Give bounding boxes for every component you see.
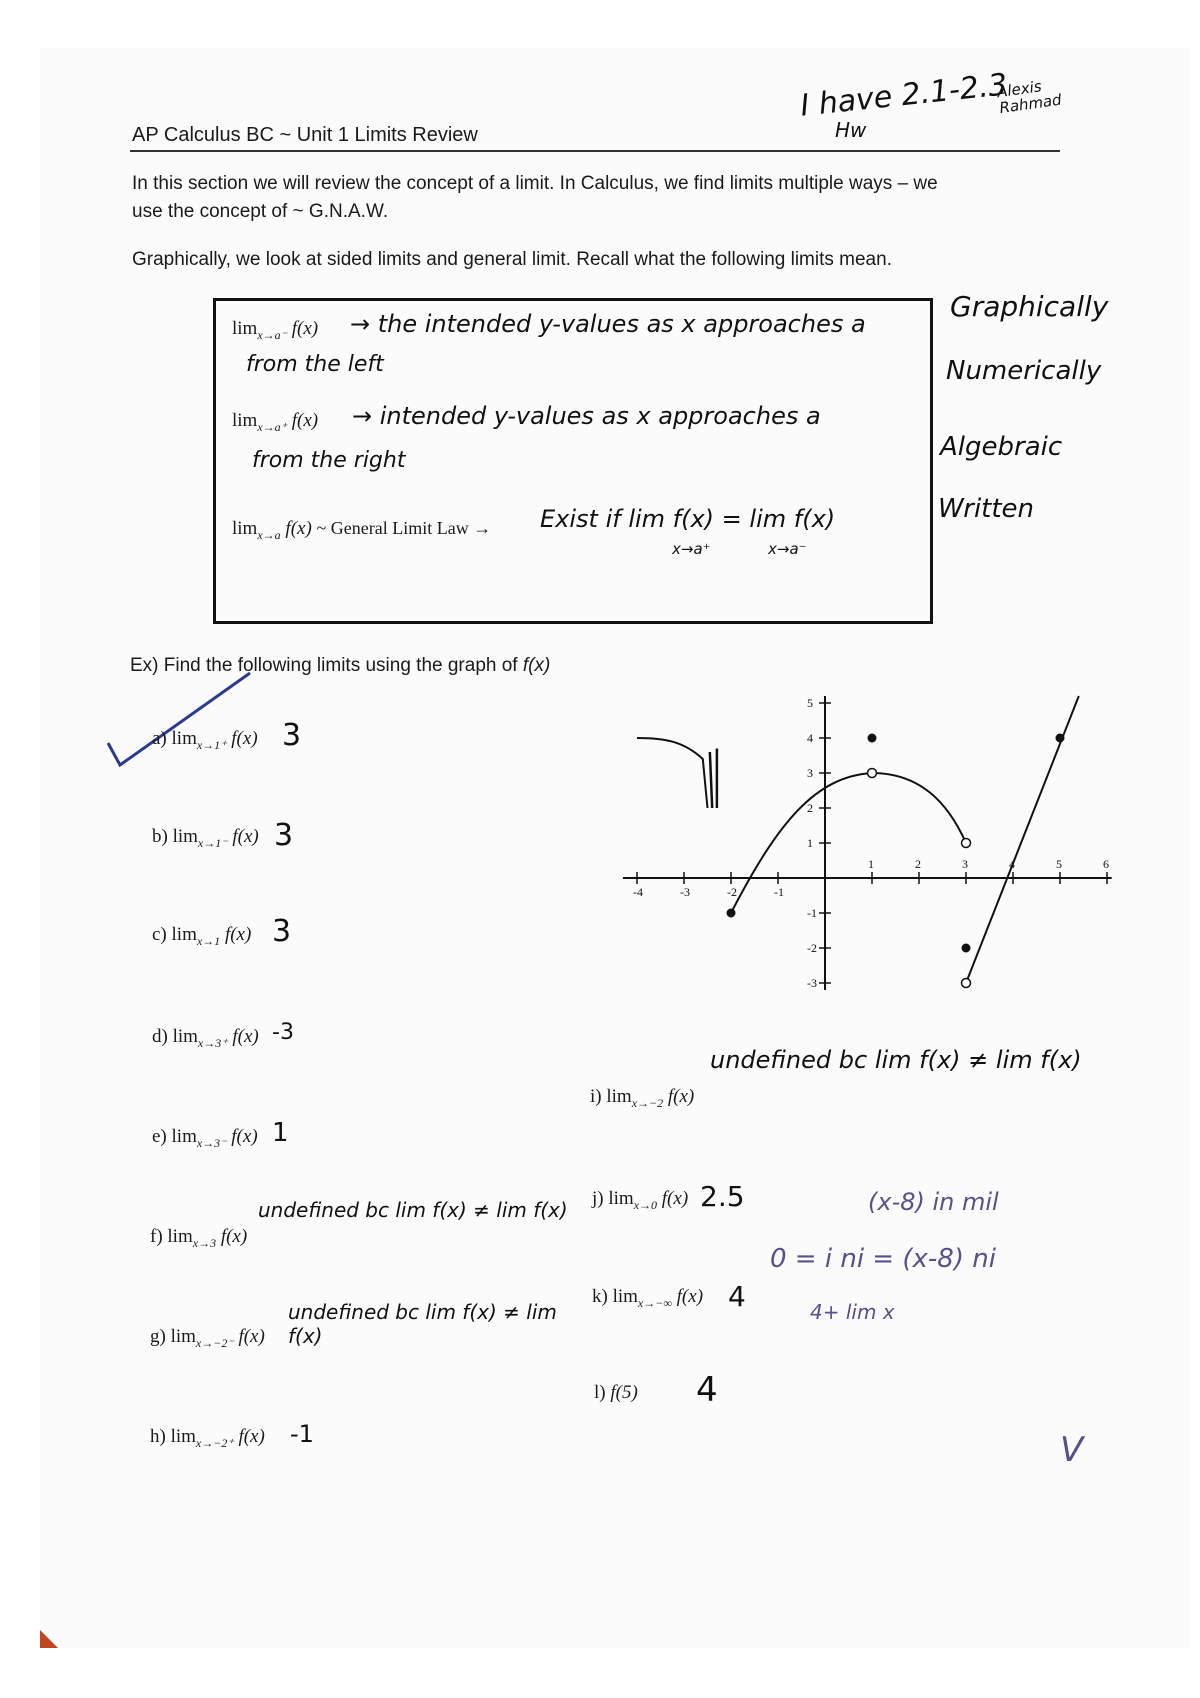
answer-b: 3 [274, 818, 294, 853]
example-prompt: Ex) Find the following limits using the graph of f(x) [130, 655, 551, 676]
title-rule [130, 150, 1060, 152]
curve-parabola [731, 773, 966, 913]
answer-k: 4 [728, 1280, 746, 1313]
answer-i: undefined bc lim f(x) ≠ lim f(x) [710, 1046, 1082, 1074]
y-tick-label: -1 [807, 906, 817, 920]
x-tick-label: -4 [633, 885, 643, 899]
page-corner-mark [40, 1630, 58, 1648]
answer-f: undefined bc lim f(x) ≠ lim f(x) [258, 1198, 568, 1222]
general-limit-sub-a: x→a⁺ [672, 540, 711, 558]
y-tick-label: 4 [807, 731, 813, 745]
answer-g: undefined bc lim f(x) ≠ lim f(x) [288, 1300, 557, 1348]
handwritten-note-have: I have 2.1-2.3 [798, 67, 1010, 124]
problem-j: j) $\lim_{x\to 0} f(x)$ [592, 1188, 689, 1212]
problem-l: l) f(5) [594, 1382, 638, 1403]
x-tick-label: -2 [727, 885, 737, 899]
gnaw-numerically: Numerically [946, 356, 1102, 386]
y-tick-label: -3 [807, 976, 817, 990]
closed-point [1056, 734, 1065, 743]
x-tick-label: -3 [680, 885, 690, 899]
worksheet-title: AP Calculus BC ~ Unit 1 Limits Review [132, 124, 478, 146]
x-tick-label: 4 [1009, 857, 1015, 871]
gnaw-algebraic: Algebraic [940, 432, 1063, 462]
x-tick-label: 5 [1056, 857, 1062, 871]
left-limit-answer-2: from the left [246, 352, 384, 377]
general-limit-answer: Exist if lim f(x) = lim f(x) [540, 505, 836, 533]
problem-g: g) $\lim_{x\to-2^-} f(x)$ [150, 1326, 265, 1350]
problem-e: e) $\lim_{x\to 3^-} f(x)$ [152, 1126, 258, 1150]
y-tick-label: -2 [807, 941, 817, 955]
answer-a: 3 [282, 718, 302, 753]
problem-a: a) $\lim_{x\to 1^+} f(x)$ [152, 728, 258, 752]
problem-c: c) $\lim_{x\to 1} f(x)$ [152, 924, 252, 948]
general-limit-sub-b: x→a⁻ [768, 540, 807, 558]
intro-line-2: use the concept of ~ G.N.A.W. [132, 201, 389, 222]
problem-k: k) $\lim_{x\to-\infty} f(x)$ [592, 1286, 704, 1310]
check-mark-icon [100, 665, 260, 775]
x-tick-label: 3 [962, 857, 968, 871]
problem-b: b) $\lim_{x\to 1^-} f(x)$ [152, 826, 259, 850]
scratch-work-4: V [1060, 1430, 1084, 1470]
answer-l: 4 [696, 1370, 718, 1410]
curve-left-asymptote [637, 738, 708, 808]
problem-f: f) $\lim_{x\to 3} f(x)$ [150, 1226, 248, 1250]
right-limit-answer-2: from the right [252, 448, 406, 473]
closed-point [962, 944, 971, 953]
y-tick-label: 3 [807, 766, 813, 780]
scratch-work-1: (x-8) in mil [868, 1188, 999, 1216]
answer-j: 2.5 [700, 1180, 745, 1213]
gnaw-graphically: Graphically [950, 290, 1109, 323]
answer-c: 3 [272, 914, 292, 949]
gnaw-written: Written [938, 494, 1035, 524]
x-tick-label: 2 [915, 857, 921, 871]
scratch-work-3: 4+ lim x [810, 1300, 895, 1324]
closed-point [868, 734, 877, 743]
open-point [962, 979, 971, 988]
curve-asymptote-marks [710, 749, 717, 809]
x-tick-label: -1 [774, 885, 784, 899]
x-tick-label: 6 [1103, 857, 1109, 871]
scratch-work-2: 0 = i ni = (x-8) ni [770, 1244, 996, 1274]
intro-line-3: Graphically, we look at sided limits and general limit. Recall what the following limits mean. [132, 249, 892, 270]
student-name: Alexis Rahmad [996, 77, 1063, 118]
x-tick-label: 1 [868, 857, 874, 871]
y-tick-label: 5 [807, 696, 813, 710]
left-limit-expr: $\lim_{x\to a^-} f(x)$ [232, 318, 319, 342]
problem-d: d) $\lim_{x\to 3^+} f(x)$ [152, 1026, 259, 1050]
y-tick-label: 2 [807, 801, 813, 815]
answer-h: -1 [290, 1420, 314, 1448]
intro-line-1: In this section we will review the concept of a limit. In Calculus, we find limits multiple ways – we [132, 173, 938, 194]
handwritten-note-hw: Hw [835, 118, 867, 142]
general-limit-expr: $\lim_{x\to a} f(x)$ ~ General Limit Law → [232, 518, 492, 542]
closed-point [727, 909, 736, 918]
problem-i: i) $\lim_{x\to-2} f(x)$ [590, 1086, 695, 1110]
open-point [868, 769, 877, 778]
function-graph [615, 690, 1109, 995]
open-point [962, 839, 971, 848]
problem-h: h) $\lim_{x\to-2^+} f(x)$ [150, 1426, 265, 1450]
y-tick-label: 1 [807, 836, 813, 850]
answer-d: -3 [272, 1020, 294, 1045]
right-limit-expr: $\lim_{x\to a^+} f(x)$ [232, 410, 319, 434]
answer-e: 1 [272, 1118, 289, 1148]
right-limit-answer: → intended y-values as x approaches a [352, 402, 821, 430]
left-limit-answer: → the intended y-values as x approaches a [350, 310, 866, 338]
